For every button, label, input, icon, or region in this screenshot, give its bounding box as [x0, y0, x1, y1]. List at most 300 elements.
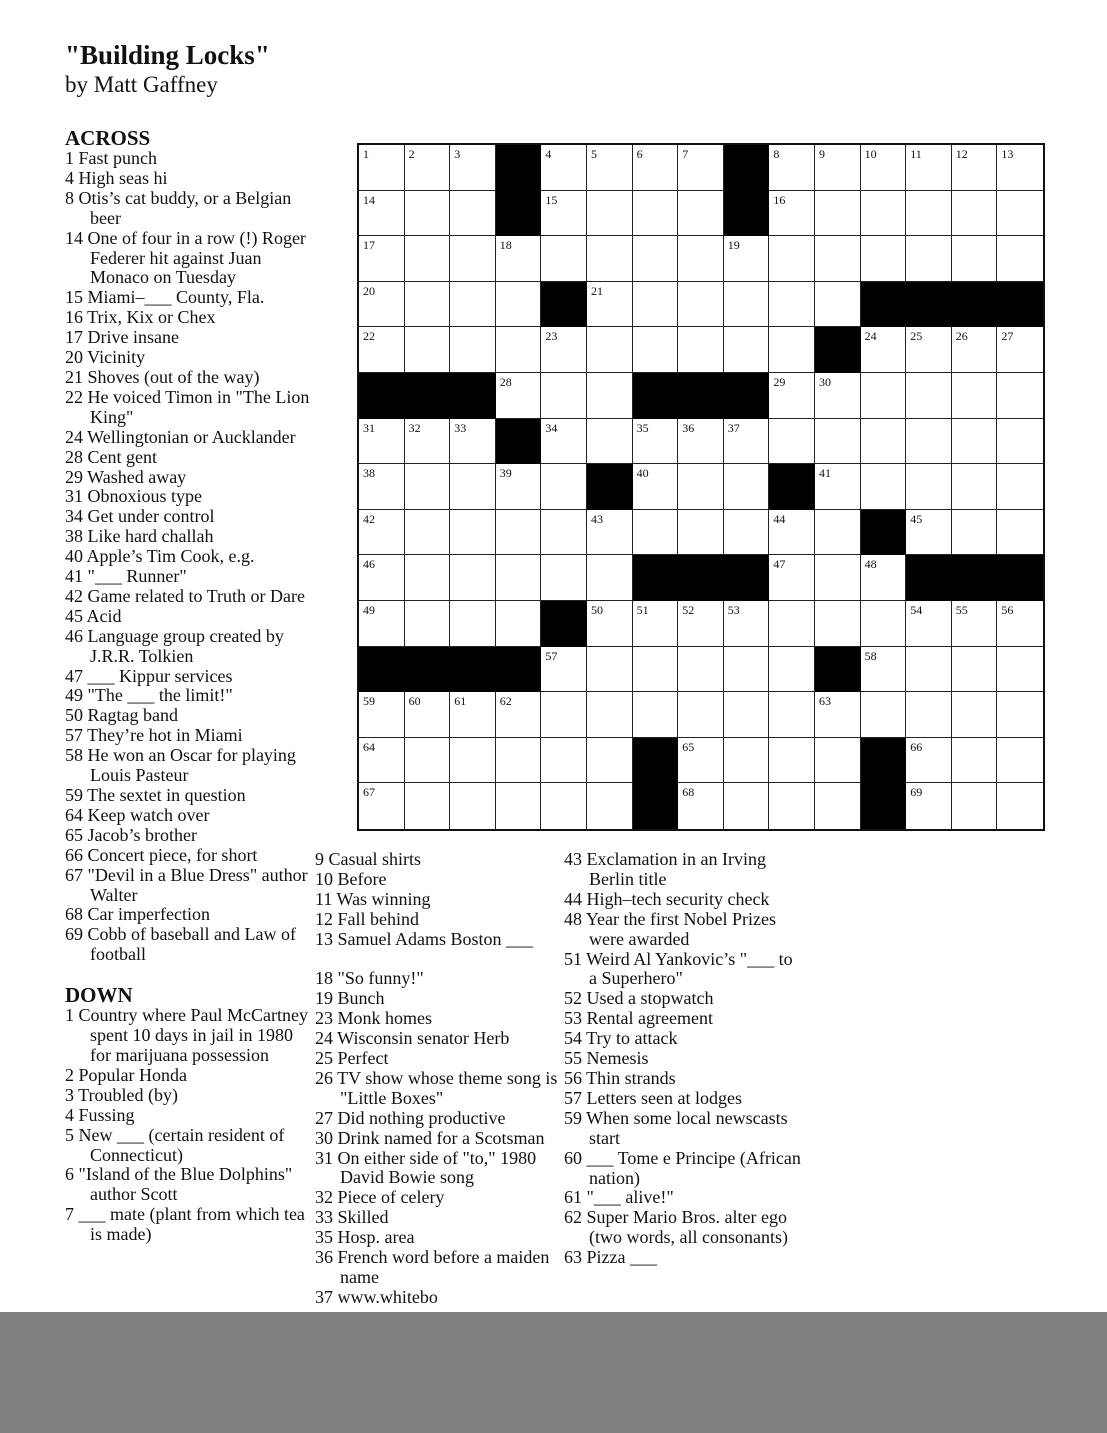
grid-cell[interactable] — [861, 601, 907, 647]
black-square — [541, 282, 587, 328]
black-square — [496, 647, 542, 693]
grid-cell[interactable] — [587, 738, 633, 784]
clue-number: 34 — [65, 506, 83, 527]
grid-cell[interactable] — [815, 282, 861, 328]
grid-cell[interactable] — [496, 601, 542, 647]
grid-cell[interactable] — [541, 555, 587, 601]
across-clue-22 — [65, 388, 315, 428]
grid-cell[interactable] — [769, 510, 815, 556]
cell-number: 42 — [363, 511, 375, 526]
black-square — [587, 464, 633, 510]
clue-text: One of four in a row (!) Roger Federer hit against Juan Monaco on Tuesday — [83, 227, 306, 288]
grid-cell[interactable] — [633, 327, 679, 373]
grid-cell[interactable] — [541, 692, 587, 738]
grid-cell[interactable] — [678, 145, 724, 191]
grid-cell[interactable] — [633, 692, 679, 738]
grid-cell[interactable] — [769, 647, 815, 693]
grid-cell[interactable] — [724, 647, 770, 693]
grid-cell[interactable] — [587, 282, 633, 328]
cell-number: 44 — [773, 511, 786, 526]
grid-cell[interactable] — [769, 419, 815, 465]
grid-cell[interactable] — [906, 601, 952, 647]
grid-cell[interactable] — [405, 601, 451, 647]
grid-cell[interactable] — [450, 555, 496, 601]
clue-text: Super Mario Bros. alter ego (two words, all consonants) — [582, 1207, 788, 1248]
down-clue-23 — [315, 1009, 560, 1029]
grid-cell[interactable] — [450, 783, 496, 829]
grid-cell[interactable] — [952, 783, 998, 829]
grid-cell[interactable] — [678, 738, 724, 784]
clue-number: 57 — [65, 725, 83, 746]
grid-cell[interactable] — [678, 419, 724, 465]
clue-number: 31 — [65, 486, 83, 507]
grid-cell[interactable] — [405, 236, 451, 282]
clue-text: Pizza ___ — [582, 1247, 657, 1268]
grid-cell[interactable] — [906, 419, 952, 465]
grid-cell[interactable] — [769, 191, 815, 237]
grid-cell[interactable] — [633, 282, 679, 328]
grid-cell[interactable] — [952, 510, 998, 556]
grid-cell[interactable] — [359, 236, 405, 282]
grid-cell[interactable] — [359, 419, 405, 465]
grid-cell[interactable] — [359, 191, 405, 237]
grid-cell[interactable] — [815, 191, 861, 237]
cell-number: 50 — [590, 602, 603, 617]
across-clue-28 — [65, 448, 315, 468]
grid-cell[interactable] — [861, 647, 907, 693]
down-clue-6 — [65, 1165, 315, 1205]
grid-cell[interactable] — [405, 282, 451, 328]
grid-cell[interactable] — [541, 145, 587, 191]
grid-cell[interactable] — [405, 464, 451, 510]
grid-cell[interactable] — [815, 145, 861, 191]
grid-cell[interactable] — [405, 145, 451, 191]
clue-number: 49 — [65, 685, 83, 706]
grid-cell[interactable] — [769, 738, 815, 784]
clue-text: "The ___ the limit!" — [83, 685, 233, 706]
grid-cell[interactable] — [678, 327, 724, 373]
grid-cell[interactable] — [359, 327, 405, 373]
grid-cell[interactable] — [997, 647, 1043, 693]
across-clue-24 — [65, 428, 315, 448]
clue-text: "Island of the Blue Dolphins" author Scott — [74, 1164, 293, 1205]
clue-text: Cent gent — [83, 446, 157, 467]
grid-cell[interactable] — [997, 692, 1043, 738]
clue-text: Drink named for a Scotsman — [333, 1127, 545, 1148]
grid-cell[interactable] — [906, 145, 952, 191]
grid-cell[interactable] — [587, 783, 633, 829]
grid-cell[interactable] — [587, 373, 633, 419]
grid-cell[interactable] — [815, 601, 861, 647]
across-clue-15 — [65, 288, 315, 308]
grid-cell[interactable] — [359, 464, 405, 510]
grid-cell[interactable] — [496, 738, 542, 784]
across-clue-20 — [65, 348, 315, 368]
grid-cell[interactable] — [450, 236, 496, 282]
grid-cell[interactable] — [450, 601, 496, 647]
clue-number: 36 — [315, 1247, 333, 1268]
grid-cell[interactable] — [769, 145, 815, 191]
clue-text: Exclamation in an Irving Berlin title — [582, 849, 766, 889]
grid-cell[interactable] — [678, 510, 724, 556]
clue-number: 27 — [315, 1107, 333, 1128]
grid-cell[interactable] — [359, 738, 405, 784]
grid-cell[interactable] — [633, 419, 679, 465]
grid-cell[interactable] — [450, 419, 496, 465]
grid-cell[interactable] — [815, 783, 861, 829]
clue-text: High seas hi — [74, 167, 168, 188]
black-square — [496, 419, 542, 465]
grid-cell[interactable] — [541, 191, 587, 237]
grid-cell[interactable] — [450, 738, 496, 784]
grid-cell[interactable] — [587, 510, 633, 556]
cell-number: 11 — [910, 147, 922, 161]
down-clue-list-1 — [65, 1006, 315, 1245]
cell-number: 56 — [1001, 602, 1014, 617]
clue-text: He won an Oscar for playing Louis Pasteur — [83, 745, 296, 786]
clue-text: "Devil in a Blue Dress" author Walter — [83, 864, 308, 905]
grid-cell[interactable] — [587, 419, 633, 465]
grid-cell[interactable] — [587, 555, 633, 601]
clue-text: www.whitebo — [333, 1286, 438, 1307]
cell-number: 20 — [363, 283, 375, 298]
grid-cell[interactable] — [861, 373, 907, 419]
clue-text: High–tech security check — [582, 888, 770, 909]
grid-cell[interactable] — [405, 783, 451, 829]
grid-cell[interactable] — [450, 510, 496, 556]
grid-cell[interactable] — [405, 555, 451, 601]
black-square — [724, 191, 770, 237]
grid-cell[interactable] — [633, 510, 679, 556]
grid-cell[interactable] — [861, 419, 907, 465]
clue-text: Weird Al Yankovic’s "___ to a Superhero" — [582, 948, 793, 989]
grid-cell[interactable] — [815, 692, 861, 738]
grid-cell[interactable] — [906, 191, 952, 237]
grid-cell[interactable] — [496, 373, 542, 419]
grid-cell[interactable] — [633, 191, 679, 237]
clue-text: Fall behind — [333, 908, 419, 929]
grid-cell[interactable] — [769, 282, 815, 328]
grid-cell[interactable] — [678, 464, 724, 510]
grid-cell[interactable] — [906, 647, 952, 693]
grid-cell[interactable] — [359, 510, 405, 556]
down-clue-26 — [315, 1069, 560, 1109]
grid-cell[interactable] — [997, 510, 1043, 556]
grid-cell[interactable] — [861, 464, 907, 510]
clue-text: Like hard challah — [83, 526, 214, 547]
grid-cell[interactable] — [450, 327, 496, 373]
grid-cell[interactable] — [450, 282, 496, 328]
cell-number: 27 — [1001, 329, 1014, 344]
grid-cell[interactable] — [496, 327, 542, 373]
grid-cell[interactable] — [952, 191, 998, 237]
grid-cell[interactable] — [906, 373, 952, 419]
clue-number: 52 — [564, 988, 582, 1009]
grid-cell[interactable] — [997, 236, 1043, 282]
cell-number: 58 — [864, 648, 877, 663]
grid-cell[interactable] — [724, 601, 770, 647]
grid-cell[interactable] — [997, 738, 1043, 784]
grid-cell[interactable] — [906, 236, 952, 282]
grid-cell[interactable] — [678, 692, 724, 738]
grid-cell[interactable] — [769, 327, 815, 373]
grid-cell[interactable] — [541, 510, 587, 556]
across-clue-50 — [65, 706, 315, 726]
grid-cell[interactable] — [769, 236, 815, 282]
grid-cell[interactable] — [724, 510, 770, 556]
grid-cell[interactable] — [724, 282, 770, 328]
across-clue-58 — [65, 746, 315, 786]
grid-cell[interactable] — [724, 692, 770, 738]
clue-text: Casual shirts — [324, 849, 421, 869]
grid-cell[interactable] — [769, 555, 815, 601]
clue-text: Ragtag band — [83, 705, 178, 726]
black-square — [952, 282, 998, 328]
grid-cell[interactable] — [815, 738, 861, 784]
black-square — [405, 373, 451, 419]
grid-cell[interactable] — [724, 236, 770, 282]
grid-cell[interactable] — [359, 145, 405, 191]
clue-number: 10 — [315, 868, 333, 889]
clue-text: Acid — [83, 605, 122, 626]
grid-cell[interactable] — [952, 647, 998, 693]
grid-cell[interactable] — [769, 601, 815, 647]
grid-cell[interactable] — [906, 464, 952, 510]
grid-cell[interactable] — [359, 783, 405, 829]
grid-cell[interactable] — [861, 236, 907, 282]
grid-cell[interactable] — [405, 327, 451, 373]
cell-number: 5 — [590, 147, 597, 161]
cell-number: 7 — [682, 147, 689, 161]
grid-cell[interactable] — [678, 282, 724, 328]
grid-cell[interactable] — [724, 464, 770, 510]
grid-cell[interactable] — [587, 236, 633, 282]
down-clue-37 — [315, 1288, 560, 1308]
grid-cell[interactable] — [633, 145, 679, 191]
grid-cell[interactable] — [587, 647, 633, 693]
grid-cell[interactable] — [587, 692, 633, 738]
clue-text: Shoves (out of the way) — [83, 366, 260, 387]
down-clue-31 — [315, 1149, 560, 1189]
clue-number: 24 — [65, 426, 83, 447]
grid-cell[interactable] — [815, 464, 861, 510]
down-clue-36 — [315, 1248, 560, 1288]
cell-number: 22 — [363, 329, 375, 344]
grid-cell[interactable] — [450, 191, 496, 237]
grid-cell[interactable] — [724, 738, 770, 784]
grid-cell[interactable] — [997, 783, 1043, 829]
grid-cell[interactable] — [724, 783, 770, 829]
grid-cell[interactable] — [952, 419, 998, 465]
grid-cell[interactable] — [952, 601, 998, 647]
grid-cell[interactable] — [952, 464, 998, 510]
across-clue-47 — [65, 667, 315, 687]
grid-cell[interactable] — [769, 373, 815, 419]
grid-cell[interactable] — [450, 464, 496, 510]
clue-number: 9 — [315, 849, 324, 869]
grid-cell[interactable] — [861, 692, 907, 738]
down-clue-10 — [315, 870, 560, 890]
grid-cell[interactable] — [541, 373, 587, 419]
clue-number: 11 — [315, 888, 333, 909]
clue-text: Troubled (by) — [74, 1084, 179, 1105]
black-square — [861, 738, 907, 784]
across-clue-68 — [65, 905, 315, 925]
grid-cell[interactable] — [587, 327, 633, 373]
grid-cell[interactable] — [678, 601, 724, 647]
down-clue-18 — [315, 969, 560, 989]
across-clue-42 — [65, 587, 315, 607]
grid-cell[interactable] — [952, 327, 998, 373]
grid-cell[interactable] — [861, 145, 907, 191]
grid-cell[interactable] — [815, 555, 861, 601]
down-clue-32 — [315, 1188, 560, 1208]
grid-cell[interactable] — [678, 236, 724, 282]
grid-cell[interactable] — [496, 555, 542, 601]
black-square — [997, 282, 1043, 328]
down-clue-24 — [315, 1029, 560, 1049]
down-clue-7 — [65, 1205, 315, 1245]
puzzle-byline: by Matt Gaffney — [65, 72, 218, 97]
grid-cell[interactable] — [405, 510, 451, 556]
cell-number: 62 — [499, 694, 512, 709]
down-clue-43 — [564, 850, 804, 890]
grid-cell[interactable] — [815, 510, 861, 556]
grid-cell[interactable] — [587, 601, 633, 647]
grid-cell[interactable] — [633, 464, 679, 510]
grid-cell[interactable] — [359, 282, 405, 328]
grid-cell[interactable] — [906, 327, 952, 373]
clue-number: 33 — [315, 1207, 333, 1228]
grid-cell[interactable] — [952, 692, 998, 738]
grid-cell[interactable] — [724, 419, 770, 465]
cell-number: 45 — [910, 511, 923, 526]
clue-number: 57 — [564, 1087, 582, 1108]
grid-cell[interactable] — [496, 282, 542, 328]
clue-text: Used a stopwatch — [582, 988, 714, 1009]
grid-cell[interactable] — [815, 236, 861, 282]
grid-cell[interactable] — [450, 145, 496, 191]
cell-number: 9 — [818, 147, 825, 161]
grid-cell[interactable] — [405, 191, 451, 237]
clue-text: Drive insane — [83, 327, 179, 348]
clue-text: Jacob’s brother — [83, 824, 197, 845]
grid-cell[interactable] — [359, 555, 405, 601]
grid-cell[interactable] — [541, 419, 587, 465]
grid-cell[interactable] — [541, 464, 587, 510]
grid-cell[interactable] — [997, 601, 1043, 647]
grid-cell[interactable] — [815, 419, 861, 465]
across-clue-8 — [65, 189, 315, 229]
grid-cell[interactable] — [861, 327, 907, 373]
grid-cell[interactable] — [952, 738, 998, 784]
grid-cell[interactable] — [405, 738, 451, 784]
grid-cell[interactable] — [496, 692, 542, 738]
cell-number: 28 — [499, 374, 512, 389]
black-square — [861, 510, 907, 556]
cell-number: 8 — [773, 147, 780, 161]
grid-cell[interactable] — [541, 236, 587, 282]
clue-text: Fussing — [74, 1104, 135, 1125]
grid-cell[interactable] — [633, 601, 679, 647]
grid-cell[interactable] — [678, 647, 724, 693]
grid-cell[interactable] — [496, 510, 542, 556]
grid-cell[interactable] — [359, 692, 405, 738]
grid-cell[interactable] — [952, 145, 998, 191]
black-square — [997, 555, 1043, 601]
clue-number: 50 — [65, 705, 83, 726]
cell-number: 37 — [727, 420, 740, 435]
grid-cell[interactable] — [587, 145, 633, 191]
grid-cell[interactable] — [405, 419, 451, 465]
grid-cell[interactable] — [906, 783, 952, 829]
clue-text: Car imperfection — [83, 904, 210, 925]
grid-cell[interactable] — [906, 510, 952, 556]
clue-text: Year the first Nobel Prizes were awarded — [582, 908, 776, 949]
cell-number: 12 — [955, 147, 968, 161]
grid-cell[interactable] — [678, 783, 724, 829]
grid-cell[interactable] — [997, 464, 1043, 510]
clue-column-2 — [315, 850, 560, 1308]
clue-text: French word before a maiden name — [333, 1247, 550, 1288]
grid-cell[interactable] — [997, 145, 1043, 191]
cell-number: 32 — [408, 420, 421, 435]
grid-cell[interactable] — [359, 601, 405, 647]
grid-cell[interactable] — [997, 191, 1043, 237]
black-square — [815, 327, 861, 373]
grid-cell[interactable] — [541, 327, 587, 373]
grid-cell[interactable] — [633, 236, 679, 282]
grid-cell[interactable] — [678, 191, 724, 237]
cell-number: 14 — [363, 192, 375, 207]
cell-number: 61 — [454, 694, 467, 709]
grid-cell[interactable] — [587, 191, 633, 237]
grid-cell[interactable] — [496, 236, 542, 282]
grid-cell[interactable] — [861, 191, 907, 237]
cell-number: 40 — [636, 466, 649, 481]
grid-cell[interactable] — [541, 647, 587, 693]
grid-cell[interactable] — [769, 692, 815, 738]
down-clue-56 — [564, 1069, 804, 1089]
clue-text: Apple’s Tim Cook, e.g. — [83, 546, 255, 567]
grid-cell[interactable] — [541, 783, 587, 829]
grid-cell[interactable] — [633, 647, 679, 693]
grid-cell[interactable] — [906, 692, 952, 738]
grid-cell[interactable] — [769, 783, 815, 829]
grid-cell[interactable] — [724, 327, 770, 373]
grid-cell[interactable] — [405, 692, 451, 738]
clue-number: 1 — [65, 148, 74, 168]
grid-cell[interactable] — [997, 419, 1043, 465]
grid-cell[interactable] — [496, 464, 542, 510]
down-clue-2 — [65, 1066, 315, 1086]
clue-number: 45 — [65, 605, 83, 626]
grid-cell[interactable] — [952, 373, 998, 419]
grid-cell[interactable] — [541, 738, 587, 784]
grid-cell[interactable] — [861, 555, 907, 601]
grid-cell[interactable] — [997, 327, 1043, 373]
grid-cell[interactable] — [952, 236, 998, 282]
clue-text: When some local newscasts start — [582, 1107, 788, 1148]
cell-number: 16 — [773, 192, 786, 207]
grid-cell[interactable] — [997, 373, 1043, 419]
grid-cell[interactable] — [906, 738, 952, 784]
grid-cell[interactable] — [450, 692, 496, 738]
grid-cell[interactable] — [496, 783, 542, 829]
grid-cell[interactable] — [815, 373, 861, 419]
cell-number: 60 — [408, 694, 421, 709]
clue-text: Wellingtonian or Aucklander — [83, 426, 296, 447]
